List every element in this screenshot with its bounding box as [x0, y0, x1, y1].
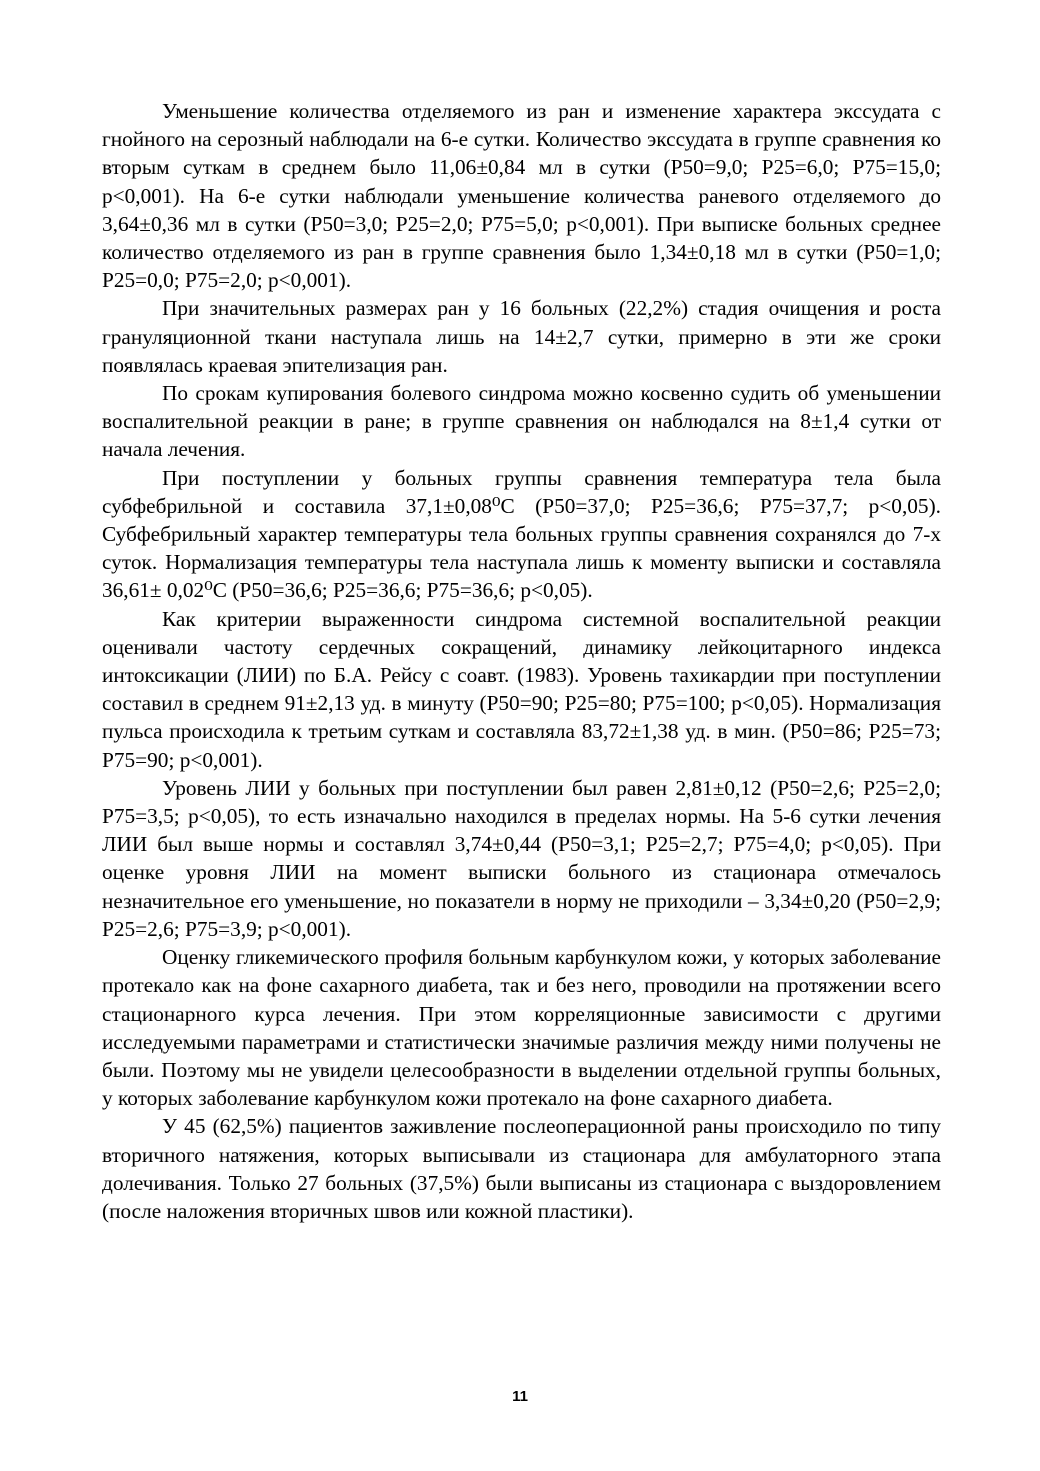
paragraph-lii-level: Уровень ЛИИ у больных при поступлении был равен 2,81±0,12 (P50=2,6; P25=2,0; P75=3,5; p<0,05), то есть изначально находился в пределах нормы. На 5-6 сутки лечения ЛИИ был выше нормы и составлял 3,74±0,44 (P50=3,1; P25=2,7; P75=4,0; p<0,05). При оценке уровня ЛИИ на момент выписки больного из стационара отмечалось незначительное его уменьшение, но показатели в норму не приходили – 3,34±0,20 (P50=2,9; P25=2,6; P75=3,9; p<0,001).: [102, 775, 941, 941]
paragraph-temperature: При поступлении у больных группы сравнения температура тела была субфебрильной и составила 37,1±0,08⁰С (P50=37,0; P25=36,6; P75=37,7; p<0,05). Субфебрильный характер температуры тела больных группы сравнения сохранялся до 7-х суток. Нормализация температуры тела наступала лишь к моменту выписки и составляла 36,61± 0,02⁰С (P50=36,6; P25=36,6; P75=36,6; p<0,05).: [102, 465, 941, 603]
paragraph-wound-healing: У 45 (62,5%) пациентов заживление послеоперационной раны происходило по типу вторичного натяжения, которых выписывали из стационара для амбулаторного этапа долечивания. Только 27 больных (37,5%) были выписаны из стационара с выздоровлением (после наложения вторичных швов или кожной пластики).: [102, 1114, 941, 1223]
paragraph-pain-syndrome: По срокам купирования болевого синдрома можно косвенно судить об уменьшении воспалительной реакции в ране; в группе сравнения он наблюдался на 8±1,4 сутки от начала лечения.: [102, 381, 941, 462]
document-body: [102, 97, 941, 1225]
paragraph-inflammation-criteria: Как критерии выраженности синдрома системной воспалительной реакции оценивали частоту сердечных сокращений, динамику лейкоцитарного индекса интоксикации (ЛИИ) по Б.А. Рейсу с соавт. (1983). Уровень тахикардии при поступлении составил в среднем 91±2,13 уд. в минуту (P50=90; P25=80; P75=100; p<0,05). Нормализация пульса происходила к третьим суткам и составляла 83,72±1,38 уд. в мин. (P50=86; P25=73; P75=90; p<0,001).: [102, 606, 941, 772]
paragraph-exudate: Уменьшение количества отделяемого из ран и изменение характера экссудата с гнойного на серозный наблюдали на 6-е сутки. Количество экссудата в группе сравнения ко вторым суткам в среднем было 11,06±0,84 мл в сутки (P50=9,0; P25=6,0; P75=15,0; p<0,001). На 6-е сутки наблюдали уменьшение количества раневого отделяемого до 3,64±0,36 мл в сутки (P50=3,0; P25=2,0; P75=5,0; p<0,001). При выписке больных среднее количество отделяемого из ран в группе сравнения было 1,34±0,18 мл в сутки (P50=1,0; P25=0,0; P75=2,0; p<0,001).: [102, 99, 941, 293]
paragraph-glycemic-profile: Оценку гликемического профиля больным карбункулом кожи, у которых заболевание протекало как на фоне сахарного диабета, так и без него, проводили на протяжении всего стационарного курса лечения. При этом корреляционные зависимости с другими исследуемыми параметрами и статистически значимые различия между ними получены не были. Поэтому мы не увидели целесообразности в выделении отдельной группы больных, у которых заболевание карбункулом кожи протекало на фоне сахарного диабета.: [102, 945, 941, 1111]
page-number: 11: [512, 1388, 528, 1405]
paragraph-granulation: При значительных размерах ран у 16 больных (22,2%) стадия очищения и роста грануляционной ткани наступала лишь на 14±2,7 сутки, примерно в эти же сроки появлялась краевая эпителизация ран.: [102, 296, 941, 377]
